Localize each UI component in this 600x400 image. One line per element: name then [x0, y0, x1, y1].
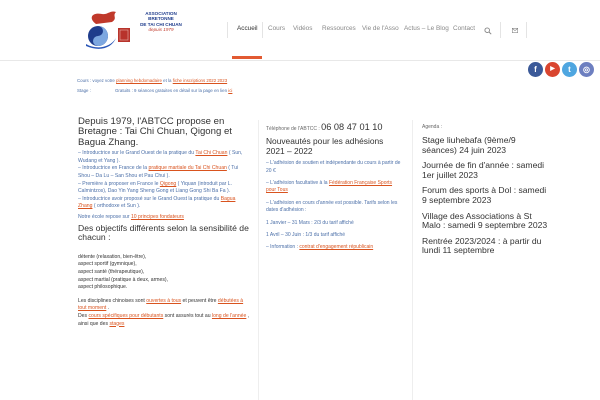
nav-active-indicator — [232, 56, 262, 59]
stages-link[interactable]: stages — [109, 320, 125, 327]
intro-item-text: ( Tui Shou – Da Lu – San Shou et Pau Chui ). — [78, 165, 239, 179]
intro-item-text: – Introductrice avoir proposé sur le Grand Ouest la pratique du — [78, 195, 221, 202]
youtube-icon[interactable]: ▶ — [545, 62, 560, 77]
federation-link[interactable]: Fédération Française Sports pour Tous — [266, 180, 393, 194]
membership-paragraph — [266, 244, 402, 251]
agenda-column — [422, 124, 550, 262]
beginners-text-part: sont assurés tout au — [163, 312, 212, 319]
agenda-label: Agenda : — [422, 124, 443, 130]
intro-item — [78, 196, 250, 211]
courses-notice — [77, 78, 227, 83]
search-icon[interactable] — [484, 27, 492, 35]
intro-title: Depuis 1979, l'ABTCC propose en Bretagne : Tai Chi Chuan, Qigong et Bagua Zhang. — [78, 116, 232, 148]
membership-paragraph: 1 Janvier – 31 Mars : 2/3 du tarif affiché — [266, 219, 354, 226]
nav-separator — [227, 22, 228, 38]
stage-notice — [77, 88, 232, 93]
aspect-item: aspect santé (thérapeutique), — [78, 268, 145, 275]
aspect-item: aspect martial (pratique à deux, armes), — [78, 276, 169, 283]
membership-paragraph: – L'adhésion en cours d'année est possible. Tarifs selon les dates d'adhésion : — [266, 199, 398, 214]
nav-item-contact[interactable]: Contact — [453, 25, 476, 32]
disciplines-text — [78, 298, 250, 313]
beginners-text-part: Des — [78, 312, 89, 319]
facebook-icon[interactable]: f — [528, 62, 543, 77]
logo-line-2: DE TAI CHI CHUAN — [140, 21, 182, 27]
membership-column — [266, 124, 402, 257]
nav-item-vie-asso[interactable]: Vie de l'Asso — [362, 25, 399, 32]
inscriptions-link[interactable]: fiche inscriptions 2022 2023 — [172, 78, 228, 83]
instagram-icon[interactable]: ◎ — [579, 62, 594, 77]
all-year-link[interactable]: long de l'année — [211, 312, 247, 319]
courses-notice-mid: et la — [161, 78, 173, 83]
qigong-link[interactable]: Qigong — [159, 180, 177, 187]
stage-label: Stage : — [77, 88, 91, 93]
site-header — [0, 0, 600, 61]
nav-item-blog[interactable]: Actus – Le Blog — [404, 25, 449, 32]
beginner-courses-link[interactable]: cours spécifiques pour débutants — [88, 312, 164, 319]
beginners-text — [78, 313, 250, 328]
membership-text: – L'adhésion facultative à la — [266, 180, 329, 187]
membership-paragraph: – L'adhésion de soutien et indépendante du cours à partir de 20 € — [266, 160, 401, 174]
nav-separator — [500, 22, 501, 38]
phone-number[interactable]: 06 08 47 01 10 — [321, 122, 383, 132]
nav-item-cours[interactable]: Cours — [268, 25, 286, 32]
intro-item — [78, 181, 250, 196]
martial-tai-chi-link[interactable]: pratique martiale du Tai Chi Chuan — [148, 165, 227, 172]
nav-separator — [526, 22, 527, 38]
disciplines-text-part: . — [106, 305, 110, 312]
mail-icon[interactable] — [512, 28, 518, 33]
open-to-all-link[interactable]: ouvertes à tous — [146, 297, 182, 304]
logo-year: depuis 1979 — [148, 27, 174, 33]
nav-item-ressources[interactable]: Ressources — [322, 25, 356, 32]
aspect-item: détente (relaxation, bien-être), — [78, 253, 147, 260]
nav-separator — [262, 22, 263, 38]
column-divider — [258, 120, 259, 400]
courses-notice-prefix: Cours : voyez votre — [77, 78, 117, 83]
disciplines-text-part: et peuvent être — [181, 297, 218, 304]
intro-item — [78, 165, 250, 180]
principles-text: Notre école repose sur — [78, 213, 131, 220]
stage-link[interactable]: ici — [228, 88, 233, 93]
phone-label: Téléphone de l'ABTCC : — [266, 126, 322, 132]
intro-item-text: – Introductrice sur le Grand Ouest de la pratique du — [78, 150, 196, 157]
intro-item-text: – Première à proposer en France le — [78, 180, 160, 187]
logo-line-1: ASSOCIATION BRETONNE — [145, 11, 177, 22]
nav-item-videos[interactable]: Vidéos — [293, 25, 313, 32]
membership-paragraph: 1 Avril – 30 Juin : 1/3 du tarif affiché — [266, 232, 346, 239]
bagua-link[interactable]: Bagua Zhang — [78, 195, 236, 210]
spacer — [78, 246, 250, 254]
aspect-item: aspect sportif (gymnique), — [78, 261, 137, 268]
objectives-title: Des objectifs différents selon la sensibilité de chacun : — [78, 222, 249, 243]
intro-column — [78, 117, 250, 328]
membership-title: Nouveautés pour les adhésions 2021 – 2022 — [266, 136, 384, 156]
agenda-event[interactable]: Rentrée 2023/2024 : à partir du lundi 11 septembre — [422, 235, 542, 256]
intro-item-text: ( Sun, Wudang et Yang ). — [78, 150, 243, 164]
start-anytime-link[interactable]: débutées à tout moment — [78, 297, 244, 312]
beginners-text-part: , ainsi que des — [78, 312, 250, 327]
phone-line — [266, 124, 402, 133]
twitter-icon[interactable]: t — [562, 62, 577, 77]
membership-text: – Information : — [266, 244, 300, 251]
stage-text: Gratuits : 9 séances gratuites en détail sur la page en lien — [115, 88, 229, 93]
tai-chi-link[interactable]: Tai Chi Chuan — [195, 150, 228, 157]
planning-link[interactable]: planning hebdomadaire — [116, 78, 162, 83]
nav-item-accueil[interactable]: Accueil — [237, 25, 258, 32]
column-divider — [412, 120, 413, 400]
agenda-event[interactable]: Stage liuhebafa (9ème/9 séances) 24 juin 2023 — [422, 135, 516, 155]
principles-notice — [78, 214, 250, 222]
agenda-event[interactable]: Village des Associations à St Malo : samedi 9 septembre 2023 — [422, 210, 548, 231]
intro-item-text: ( Yiquan (introduit par L. Calmintzos), Dao Yin Yang Sheng Gong et Liang Gong Shi Ba Fa ). — [78, 180, 233, 195]
principles-link[interactable]: 10 principes fondateurs — [130, 213, 184, 220]
agenda-event[interactable]: Journée de fin d'année : samedi 1er juillet 2023 — [422, 160, 545, 180]
agenda-event[interactable]: Forum des sports à Dol : samedi 9 septembre 2023 — [422, 185, 547, 205]
aspect-item: aspect philosophique. — [78, 284, 128, 291]
intro-item-text: – Introductrice en France de la — [78, 165, 149, 172]
membership-paragraph — [266, 180, 402, 195]
logo-text — [136, 11, 186, 33]
intro-item-text: ( orthodoxe et Sun ). — [92, 203, 141, 210]
intro-item — [78, 150, 250, 165]
disciplines-text-part: Les disciplines chinoises sont — [78, 297, 147, 304]
contract-link[interactable]: contrat d'engagement républicain — [299, 244, 374, 251]
